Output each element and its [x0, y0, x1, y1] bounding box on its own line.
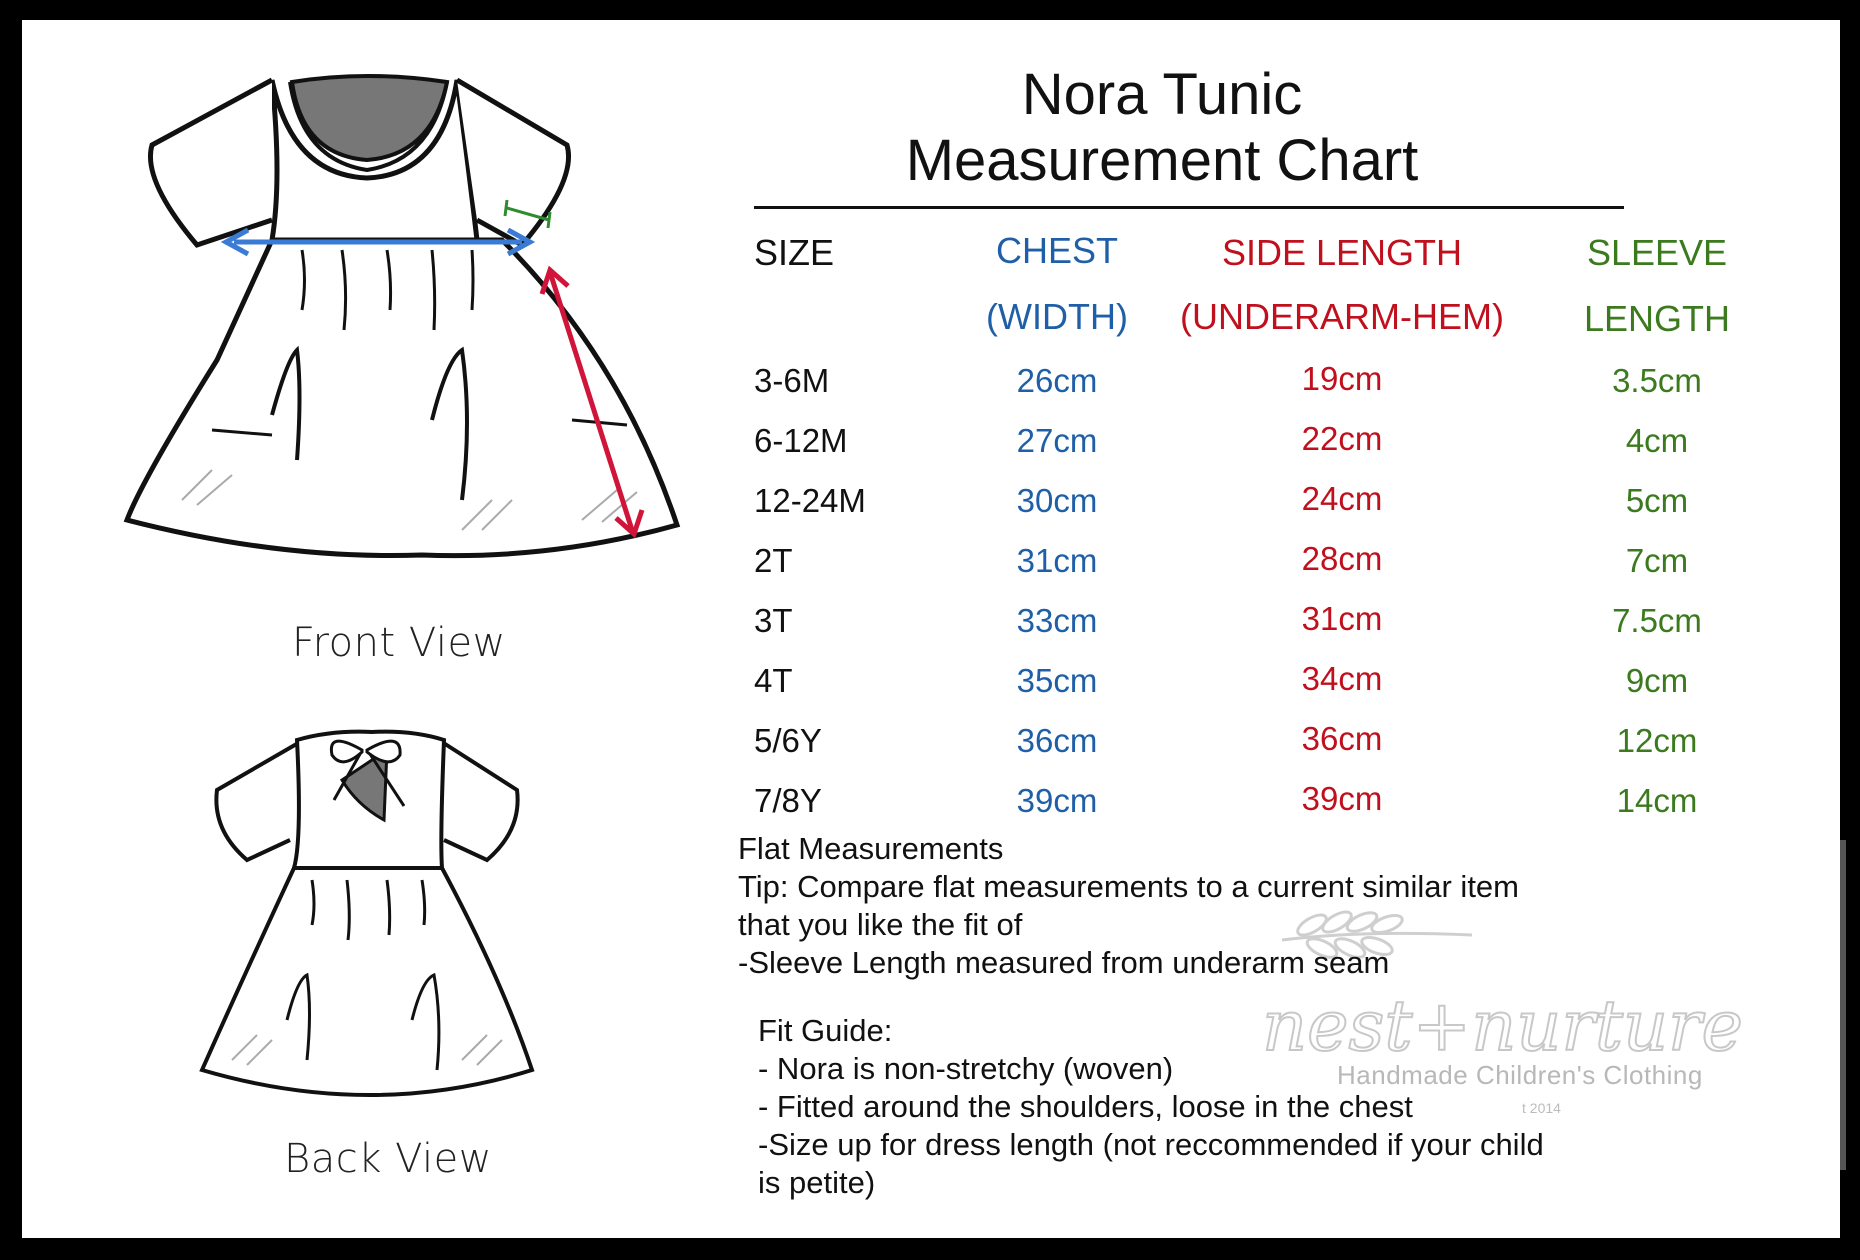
cell-sleeve: 4cm — [1625, 422, 1689, 459]
header-sleeve-sub: LENGTH — [1583, 298, 1731, 339]
cell-side-length: 39cm — [1301, 780, 1383, 817]
cell-size: 12-24M — [754, 482, 866, 519]
cell-chest: 33cm — [1016, 602, 1098, 639]
cell-size: 3T — [754, 602, 793, 639]
note-tip-cont: that you like the fit of — [738, 907, 1023, 942]
front-view-illustration — [102, 60, 722, 580]
cell-chest: 26cm — [1016, 362, 1098, 399]
cell-side-length: 34cm — [1301, 660, 1383, 697]
fit-guide-line: -Size up for dress length (not reccommended if your child — [758, 1127, 1544, 1162]
cell-chest: 35cm — [1016, 662, 1098, 699]
header-side-length-sub: (UNDERARM-HEM) — [1180, 296, 1504, 337]
cell-sleeve: 3.5cm — [1612, 362, 1702, 399]
header-side-length: SIDE LENGTH — [1221, 232, 1463, 273]
header-chest-sub: (WIDTH) — [986, 296, 1128, 337]
cell-size: 6-12M — [754, 422, 848, 459]
cell-side-length: 19cm — [1301, 360, 1383, 397]
watermark-established: t 2014 — [1522, 1100, 1561, 1116]
cell-size: 2T — [754, 542, 793, 579]
cell-sleeve: 12cm — [1616, 722, 1698, 759]
cell-side-length: 31cm — [1301, 600, 1383, 637]
cell-chest: 27cm — [1016, 422, 1098, 459]
cell-chest: 30cm — [1016, 482, 1098, 519]
fit-guide-line: - Fitted around the shoulders, loose in the chest — [758, 1089, 1413, 1124]
cell-chest: 39cm — [1016, 782, 1098, 819]
back-view-caption: Back View — [284, 1136, 492, 1182]
cell-sleeve: 7cm — [1625, 542, 1689, 579]
note-flat-measurements: Flat Measurements — [738, 831, 1004, 866]
measurement-card — [22, 20, 1840, 1238]
back-view-illustration — [172, 720, 612, 1120]
card-edge — [1840, 840, 1846, 1170]
cell-size: 7/8Y — [754, 782, 822, 819]
chart-title-line1: Nora Tunic — [1021, 62, 1303, 127]
fit-guide-line: - Nora is non-stretchy (woven) — [758, 1051, 1174, 1086]
cell-sleeve: 7.5cm — [1612, 602, 1702, 639]
cell-size: 3-6M — [754, 362, 830, 399]
note-sleeve: -Sleeve Length measured from underarm seam — [738, 945, 1390, 980]
cell-side-length: 28cm — [1301, 540, 1383, 577]
cell-chest: 31cm — [1016, 542, 1098, 579]
cell-size: 4T — [754, 662, 793, 699]
cell-side-length: 24cm — [1301, 480, 1383, 517]
fit-guide-line: is petite) — [758, 1165, 876, 1200]
cell-sleeve: 9cm — [1625, 662, 1689, 699]
cell-side-length: 36cm — [1301, 720, 1383, 757]
front-view-caption: Front View — [292, 620, 506, 666]
cell-chest: 36cm — [1016, 722, 1098, 759]
cell-sleeve: 14cm — [1616, 782, 1698, 819]
header-size: SIZE — [754, 232, 835, 273]
chart-title-line2: Measurement Chart — [905, 128, 1419, 193]
watermark-subtitle: Handmade Children's Clothing — [1337, 1060, 1703, 1090]
cell-size: 5/6Y — [754, 722, 822, 759]
cell-sleeve: 5cm — [1625, 482, 1689, 519]
title-divider — [754, 206, 1624, 209]
header-sleeve: SLEEVE — [1586, 232, 1728, 273]
cell-side-length: 22cm — [1301, 420, 1383, 457]
fit-guide-heading: Fit Guide: — [758, 1013, 893, 1048]
watermark-logo-text: nest+nurture — [1262, 985, 1743, 1067]
note-tip: Tip: Compare flat measurements to a current similar item — [738, 869, 1519, 904]
header-chest: CHEST — [995, 230, 1118, 271]
